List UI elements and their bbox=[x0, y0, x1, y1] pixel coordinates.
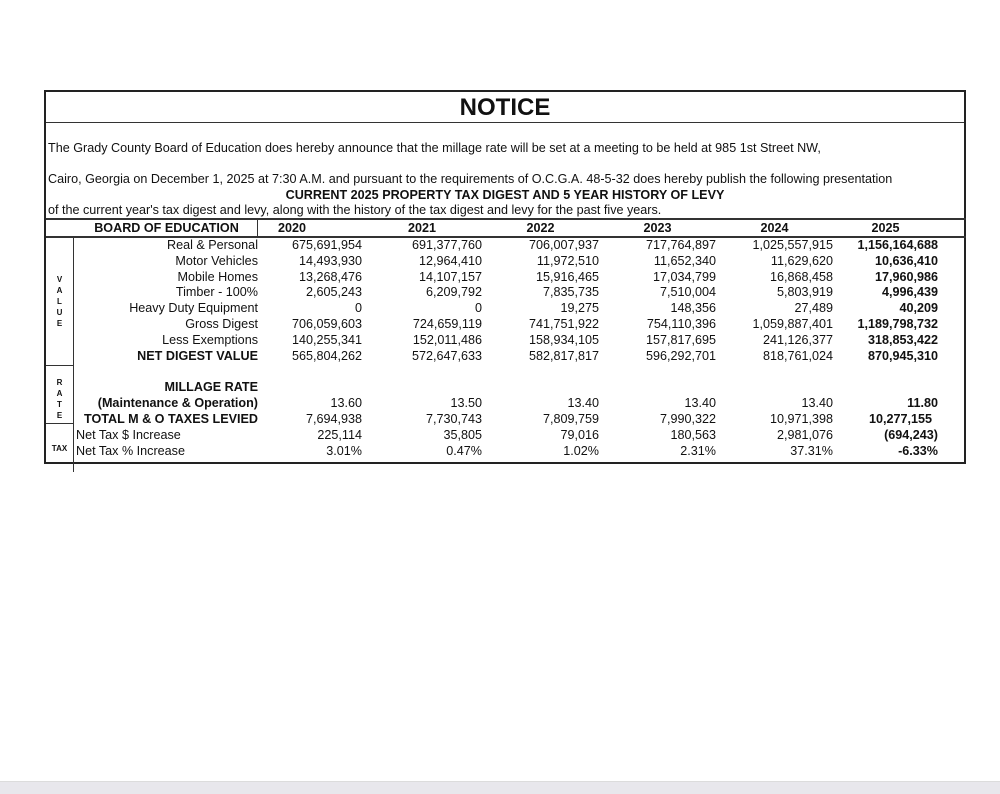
cell-current: 17,960,986 bbox=[874, 269, 938, 284]
cell: 13.50 bbox=[450, 396, 482, 411]
cell: 11,629,620 bbox=[770, 253, 833, 268]
cell: 7,510,004 bbox=[659, 285, 716, 300]
spacer bbox=[74, 364, 966, 380]
cell: 818,761,024 bbox=[762, 348, 833, 363]
table-subheading: CURRENT 2025 PROPERTY TAX DIGEST AND 5 YEAR HISTORY OF LEVY bbox=[285, 188, 725, 202]
viewer-bottom-bar bbox=[0, 781, 1000, 794]
intro-line: The Grady County Board of Education does hereby announce that the millage rate will be set at a meeting to be held at 985 1st Street NW, bbox=[48, 140, 821, 155]
cell: 10,971,398 bbox=[769, 411, 833, 426]
side-letter: R bbox=[56, 378, 63, 387]
header-year: 2025 bbox=[871, 221, 900, 235]
section-label-value bbox=[46, 238, 73, 366]
notice-intro bbox=[46, 123, 964, 234]
table-row bbox=[74, 301, 966, 317]
cell: 13.40 bbox=[684, 396, 716, 411]
cell: 1,059,887,401 bbox=[752, 316, 833, 331]
row-label: Net Tax % Increase bbox=[76, 443, 185, 458]
row-label: TOTAL M & O TAXES LEVIED bbox=[84, 411, 258, 426]
table-row-net-digest bbox=[74, 349, 966, 365]
cell: 37.31% bbox=[790, 443, 833, 458]
table-header-row bbox=[46, 220, 966, 238]
cell-current: 10,636,410 bbox=[874, 253, 938, 268]
row-label: Gross Digest bbox=[185, 316, 258, 331]
cell: 35,805 bbox=[443, 427, 482, 442]
table-rows bbox=[74, 238, 966, 472]
cell: 14,493,930 bbox=[298, 253, 362, 268]
cell: 0 bbox=[354, 301, 362, 316]
row-label: Mobile Homes bbox=[177, 269, 258, 284]
cell: 724,659,119 bbox=[412, 316, 482, 331]
row-label: Timber - 100% bbox=[175, 285, 258, 300]
table-row bbox=[74, 444, 966, 460]
cell: 16,868,458 bbox=[769, 269, 833, 284]
table-row-total-taxes bbox=[74, 412, 966, 428]
cell: 148,356 bbox=[670, 301, 716, 316]
cell: 13,268,476 bbox=[298, 269, 362, 284]
cell-current: -6.33% bbox=[898, 443, 938, 458]
cell: 1,025,557,915 bbox=[752, 238, 833, 252]
header-year: 2021 bbox=[407, 221, 437, 235]
cell: 13.40 bbox=[801, 396, 833, 411]
table-body bbox=[46, 238, 966, 472]
side-letter: T bbox=[57, 400, 62, 409]
cell-current: 4,996,439 bbox=[881, 285, 938, 300]
row-label: Heavy Duty Equipment bbox=[129, 301, 258, 316]
cell: 7,694,938 bbox=[305, 411, 362, 426]
side-letter: A bbox=[56, 389, 63, 398]
header-year: 2020 bbox=[278, 221, 307, 235]
cell: 19,275 bbox=[560, 301, 599, 316]
cell: 11,652,340 bbox=[653, 253, 716, 268]
cell: 675,691,954 bbox=[291, 238, 362, 252]
row-label: (Maintenance & Operation) bbox=[97, 396, 258, 411]
cell: 7,835,735 bbox=[542, 285, 599, 300]
cell: 582,817,817 bbox=[528, 348, 599, 363]
cell: 13.60 bbox=[330, 396, 362, 411]
table-row bbox=[74, 285, 966, 301]
table-row bbox=[74, 317, 966, 333]
row-label: Motor Vehicles bbox=[175, 253, 258, 268]
cell-current: 1,156,164,688 bbox=[857, 238, 938, 252]
cell: 572,647,633 bbox=[411, 348, 482, 363]
cell: 11,972,510 bbox=[536, 253, 599, 268]
cell: 1.02% bbox=[563, 443, 599, 458]
cell: 14,107,157 bbox=[418, 269, 482, 284]
intro-line: Cairo, Georgia on December 1, 2025 at 7:30 A.M. and pursuant to the requirements of O.C.G.A. 48-5-32 does hereby publish the following presentation bbox=[48, 171, 893, 186]
cell: 0.47% bbox=[446, 443, 482, 458]
section-label-rate bbox=[46, 366, 73, 424]
cell: 7,990,322 bbox=[659, 411, 716, 426]
cell: 691,377,760 bbox=[411, 238, 482, 252]
cell: 225,114 bbox=[317, 427, 362, 442]
cell: 0 bbox=[474, 301, 482, 316]
row-label: Real & Personal bbox=[166, 238, 258, 252]
cell: 3.01% bbox=[326, 443, 362, 458]
cell: 2,981,076 bbox=[776, 427, 833, 442]
table-row-millage-rate bbox=[74, 380, 966, 396]
section-labels bbox=[46, 238, 74, 472]
header-year: 2024 bbox=[760, 221, 789, 235]
side-letter: V bbox=[56, 275, 63, 284]
table-row bbox=[74, 238, 966, 254]
cell: 6,209,792 bbox=[425, 285, 482, 300]
side-letter: E bbox=[56, 411, 63, 420]
intro-line: of the current year's tax digest and levy, along with the history of the tax digest and levy for the past five years. bbox=[48, 202, 662, 217]
cell-current: 11.80 bbox=[907, 396, 938, 411]
tax-digest-table bbox=[46, 218, 966, 472]
row-label: Less Exemptions bbox=[162, 332, 258, 347]
notice-document bbox=[44, 90, 966, 464]
header-board-of-education: BOARD OF EDUCATION bbox=[46, 220, 258, 236]
section-label-tax bbox=[46, 424, 73, 472]
header-year: 2023 bbox=[643, 221, 672, 235]
cell: 12,964,410 bbox=[418, 253, 482, 268]
cell: 2,605,243 bbox=[305, 285, 362, 300]
cell: 706,059,603 bbox=[291, 316, 362, 331]
side-letter: E bbox=[56, 319, 63, 328]
cell: 13.40 bbox=[567, 396, 599, 411]
cell: 158,934,105 bbox=[528, 332, 599, 347]
cell-current: 870,945,310 bbox=[867, 348, 938, 363]
cell: 2.31% bbox=[680, 443, 716, 458]
cell: 241,126,377 bbox=[762, 332, 833, 347]
cell-current: 10,277,155 bbox=[868, 411, 932, 426]
cell: 157,817,695 bbox=[645, 332, 716, 347]
cell: 565,804,262 bbox=[291, 348, 362, 363]
cell: 596,292,701 bbox=[645, 348, 716, 363]
cell: 140,255,341 bbox=[291, 332, 362, 347]
table-row bbox=[74, 428, 966, 444]
cell: 17,034,799 bbox=[652, 269, 716, 284]
side-letter: U bbox=[56, 308, 63, 317]
cell-current: 1,189,798,732 bbox=[857, 316, 938, 331]
table-row bbox=[74, 254, 966, 270]
cell: 7,730,743 bbox=[425, 411, 482, 426]
side-letter: TAX bbox=[51, 443, 68, 453]
side-letter: A bbox=[56, 286, 63, 295]
cell: 27,489 bbox=[794, 301, 833, 316]
row-label: NET DIGEST VALUE bbox=[137, 348, 258, 363]
cell: 5,803,919 bbox=[776, 285, 833, 300]
cell-current: 318,853,422 bbox=[867, 332, 938, 347]
cell: 180,563 bbox=[670, 427, 716, 442]
table-row bbox=[74, 333, 966, 349]
cell: 15,916,465 bbox=[535, 269, 599, 284]
table-row bbox=[74, 270, 966, 286]
row-label: MILLAGE RATE bbox=[164, 380, 258, 395]
notice-title: NOTICE bbox=[46, 92, 964, 123]
cell: 152,011,486 bbox=[412, 332, 482, 347]
row-label: Net Tax $ Increase bbox=[76, 427, 181, 442]
cell: 741,751,922 bbox=[528, 316, 599, 331]
cell: 754,110,396 bbox=[646, 316, 716, 331]
cell: 79,016 bbox=[560, 427, 599, 442]
cell: 717,764,897 bbox=[645, 238, 716, 252]
cell-current: 40,209 bbox=[899, 301, 938, 316]
cell: 706,007,937 bbox=[528, 238, 599, 252]
cell: 7,809,759 bbox=[542, 411, 599, 426]
cell-current: (694,243) bbox=[884, 427, 938, 442]
header-year: 2022 bbox=[526, 221, 555, 235]
table-row bbox=[74, 396, 966, 412]
side-letter: L bbox=[57, 297, 62, 306]
